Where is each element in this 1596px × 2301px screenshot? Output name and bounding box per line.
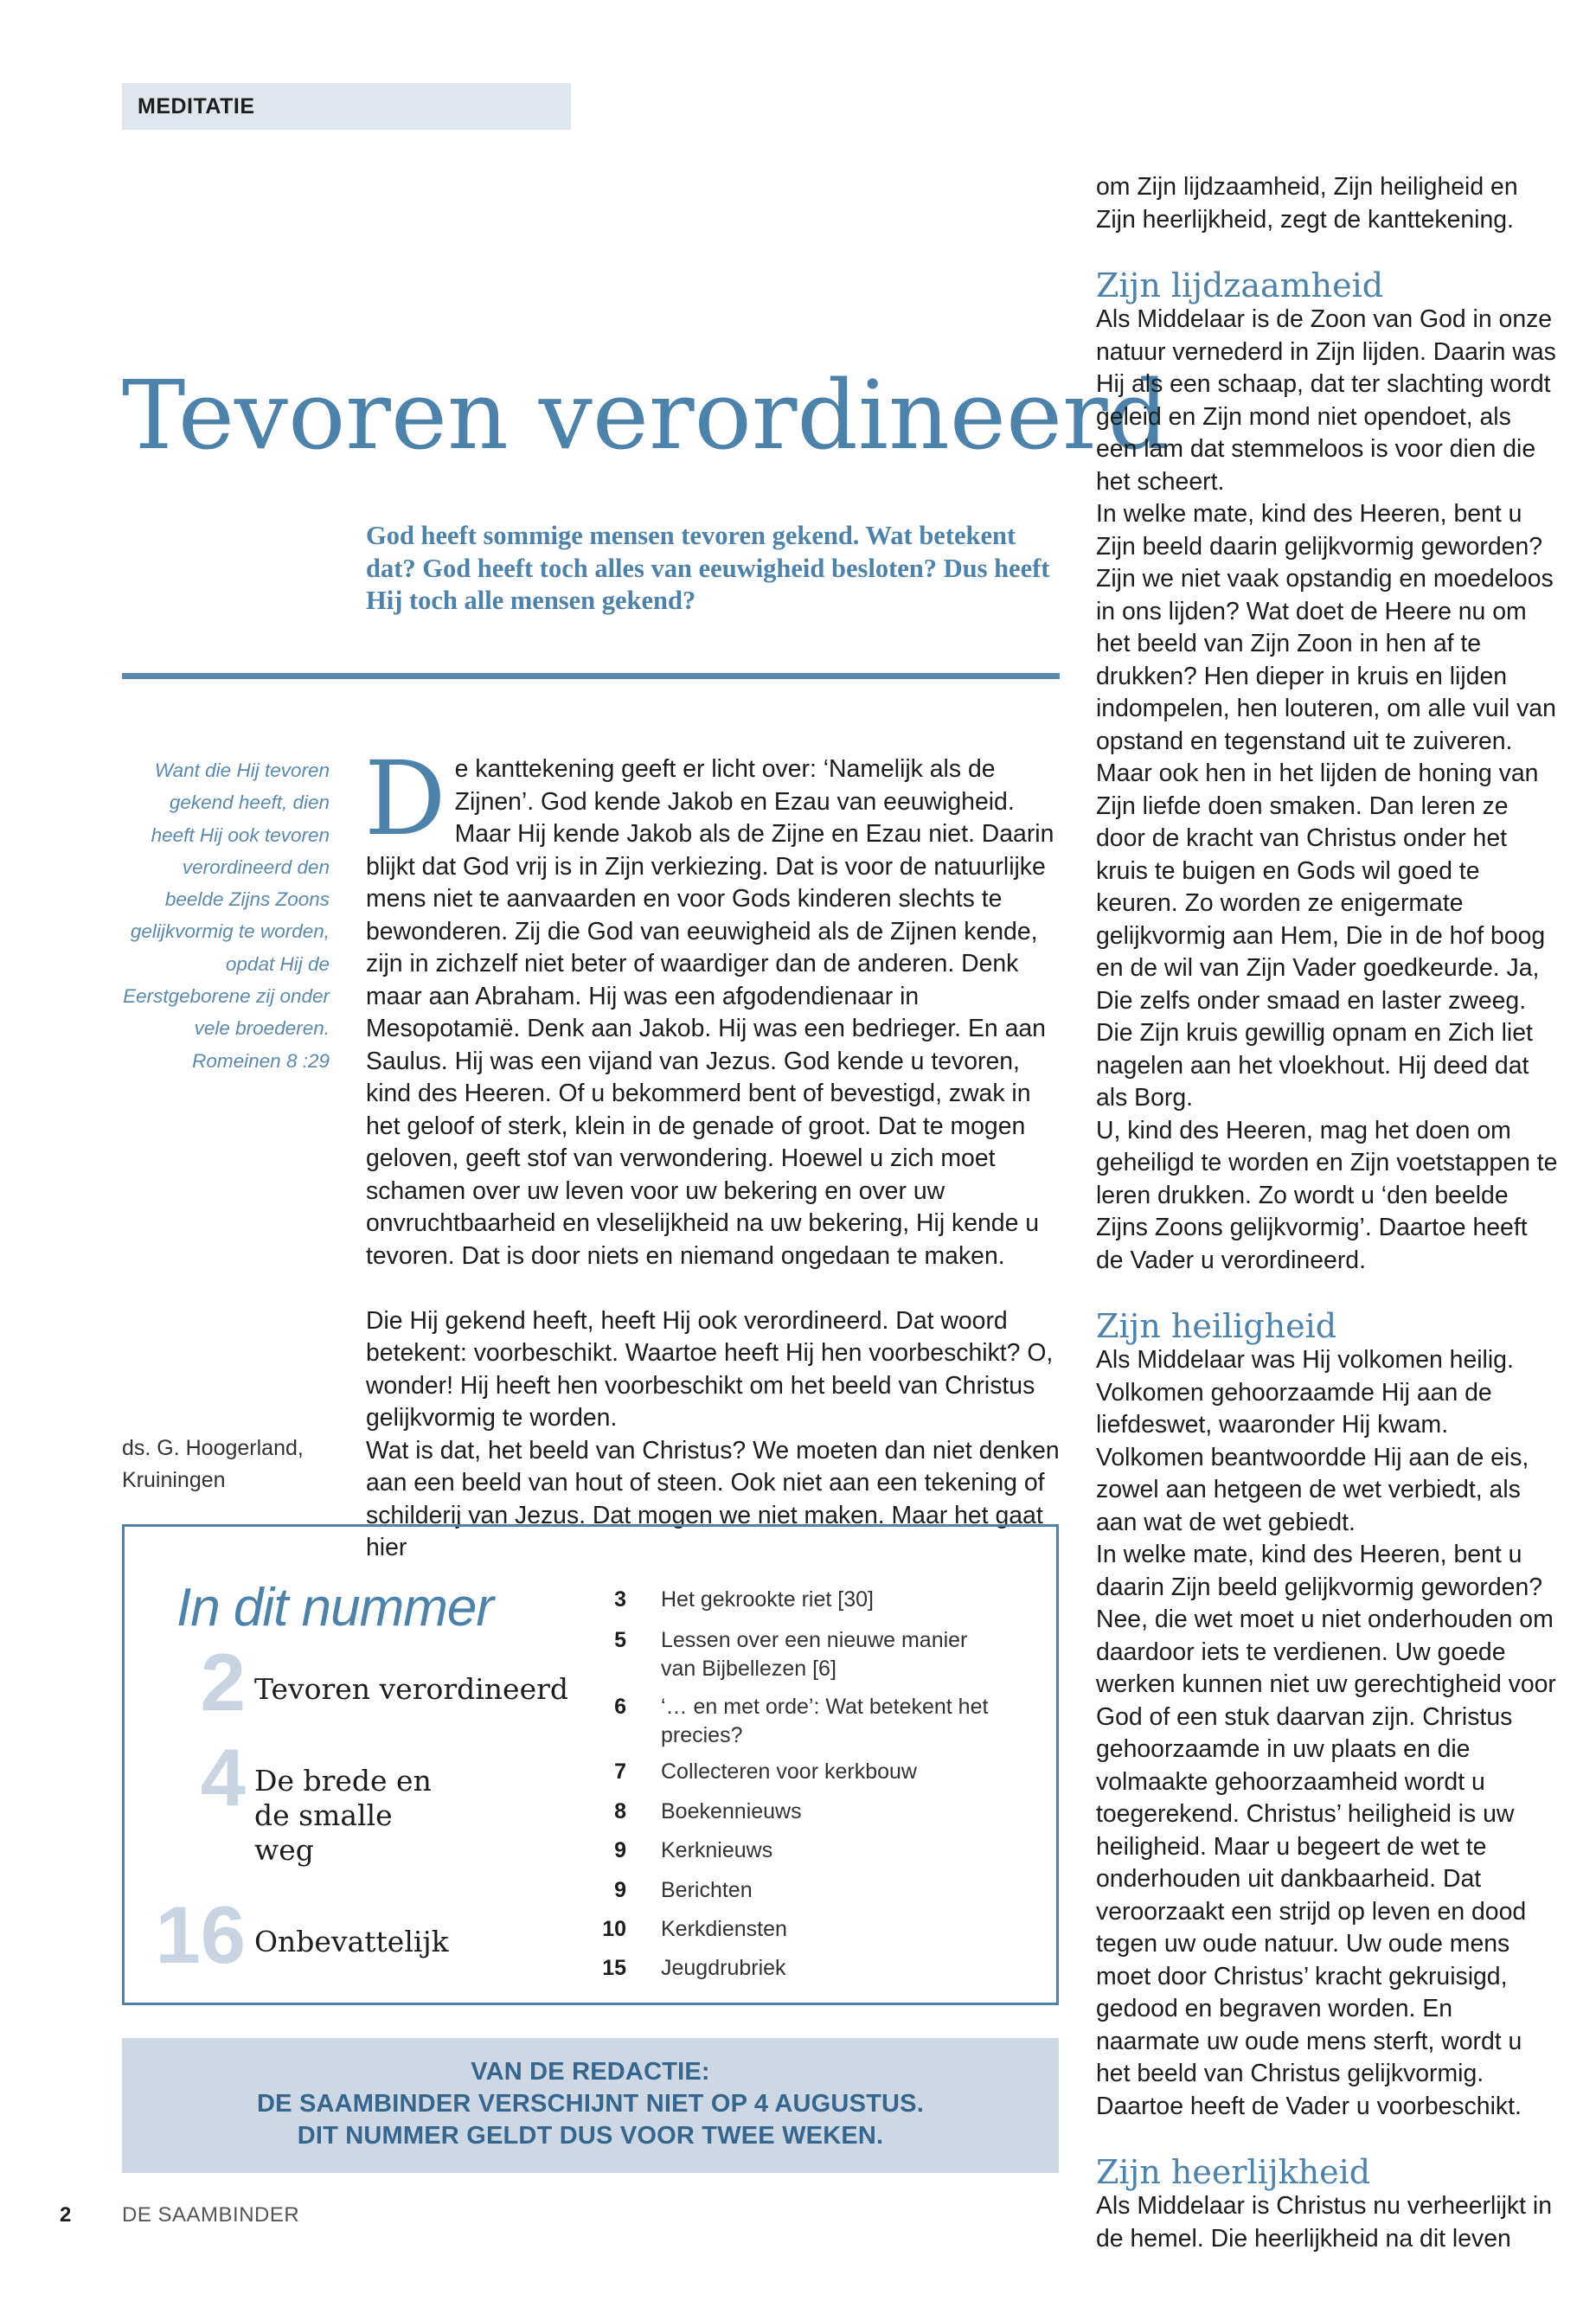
article-body <box>364 739 1062 1565</box>
lead-divider <box>122 673 1060 679</box>
section-label: MEDITATIE <box>122 83 571 130</box>
body-paragraph: Die Hij gekend heeft, heeft Hij ook verordineerd. Dat woord betekent: voorbeschikt. Waartoe heeft Hij hen voorbeschikt? O, wonder! Hij heeft hen voorbeschikt om het beeld van Christus gelijkvormig te worden. <box>366 1306 1054 1432</box>
lead-paragraph: God heeft sommige mensen tevoren gekend. Wat betekent dat? God heeft toch alles van eeuwigheid besloten? Dus heeft Hij toch alle mensen gekend? <box>366 521 1050 615</box>
toc-item-page: 7 <box>614 1759 626 1784</box>
toc-featured-title[interactable]: Tevoren verordineerd <box>254 1672 569 1706</box>
toc-item-page: 5 <box>614 1628 626 1652</box>
editorial-notice <box>122 2038 1059 2173</box>
author-credit <box>122 1433 338 1497</box>
body-paragraph-text: e kanttekening geeft er licht over: ‘Namelijk als de Zijnen’. God kende Jakob en Ezau van eeuwigheid. Maar Hij kende Jakob als de Zijne en Ezau niet. Daarin blijkt dat God vrij is in Zijn verkiezing. Dat is voor de natuurlijke mens niet te aanvaarden en voor Gods kinderen slechts te bewonderen. Zij die God van eeuwigheid als de Zijnen kende, zijn in zichzelf niet beter of waardiger dan de anderen. Denk maar aan Abraham. Hij was een afgodendienaar in Mesopotamië. Denk aan Jakob. Hij was een bedrieger. En aan Saulus. Hij was een vijand van Jezus. God kende u tevoren, kind des Heeren. Of u bekommerd bent of bevestigd, zwak in het geloof of sterk, klein in de genade of groot. Dat te mogen geloven, geeft stof van verwondering. Hoewel u zich moet schamen over uw leven voor uw bekering en over uw onvruchtbaarheid en vleselijkheid na uw bekering, Hij kende u tevoren. Dat is door niets en niemand ongedaan te maken. <box>366 755 1054 1270</box>
body-paragraph: U, kind des Heeren, mag het doen om geheiligd te worden en Zijn voetstappen te leren drukken. Zo wordt u ‘den beelde Zijns Zoons gelijkvormig’. Daartoe heeft de Vader u verordineerd. <box>1096 1116 1558 1274</box>
toc-item-title[interactable]: Kerknieuws <box>661 1838 773 1862</box>
subheading: Zijn lijdzaamheid <box>1096 266 1384 304</box>
toc-featured-page: 16 <box>155 1889 246 1980</box>
toc-item-page: 6 <box>614 1695 626 1719</box>
toc-item-page: 9 <box>614 1838 626 1862</box>
page-number: 2 <box>60 2203 72 2227</box>
toc-featured-title[interactable]: Onbevattelijk <box>254 1925 449 1958</box>
author-place: Kruiningen <box>122 1468 226 1492</box>
toc-item-title[interactable]: Kerkdiensten <box>661 1917 787 1941</box>
page-title: Tevoren verordineerd <box>122 360 1170 471</box>
toc-item-title[interactable]: Het gekrookte riet [30] <box>661 1587 874 1612</box>
drop-cap: D <box>364 739 446 858</box>
toc-featured-page: 2 <box>200 1637 246 1727</box>
subheading: Zijn heiligheid <box>1096 1307 1337 1345</box>
publication-name: DE SAAMBINDER <box>122 2203 300 2227</box>
body-paragraph: Als Middelaar was Hij volkomen heilig. Volkomen gehoorzaamde Hij aan de liefdeswet, waaronder Hij kwam. Volkomen beantwoordde Hij aan de eis, zowel aan hetgeen de wet verbiedt, als aan wat de wet gebiedt. <box>1096 1346 1529 1536</box>
bible-quote <box>122 754 330 1077</box>
body-paragraph: In welke mate, kind des Heeren, bent u Zijn beeld daarin gelijkvormig geworden? Zijn we niet vaak opstandig en moedeloos in ons lijden? Wat doet de Heere nu om het beeld van Zijn Zoon in hen af te drukken? Hen dieper in kruis en lijden indompelen, hen louteren, om alle vuil van opstand en tegenstand uit te zuiveren. Maar ook hen in het lijden de honing van Zijn liefde doen smaken. Dan leren ze door de kracht van Christus onder het kruis te buigen en Gods wil goed te keuren. Zo worden ze enigermate gelijkvormig aan Hem, Die in de hof boog en de wil van Zijn Vader goedkeurde. Ja, Die zelfs onder smaad en laster zweeg. Die Zijn kruis gewillig opnam en Zich liet nagelen aan het vloekhout. Hij deed dat als Borg. <box>1096 500 1556 1112</box>
subheading: Zijn heerlijkheid <box>1096 2153 1371 2191</box>
toc-item-title[interactable]: ‘… en met orde’: Wat betekent het precies? <box>661 1695 989 1747</box>
toc-item-title[interactable]: Berichten <box>661 1878 753 1902</box>
toc-item-page: 8 <box>614 1799 626 1823</box>
toc-item-title[interactable]: Lessen over een nieuwe manier van Bijbellezen [6] <box>661 1628 968 1681</box>
toc-featured-title[interactable]: De brede en de smalle weg <box>254 1764 432 1867</box>
toc-item-page: 10 <box>602 1917 626 1941</box>
body-paragraph: om Zijn lijdzaamheid, Zijn heiligheid en Zijn heerlijkheid, zegt de kanttekening. <box>1096 173 1518 234</box>
notice-line: DIT NUMMER GELDT DUS VOOR TWEE WEKEN. <box>297 2122 884 2150</box>
toc-item-title[interactable]: Jeugdrubriek <box>661 1956 786 1980</box>
body-paragraph <box>364 739 1062 1272</box>
body-paragraph: Wat is dat, het beeld van Christus? We moeten dan niet denken aan een beeld van hout of steen. Ook niet aan een tekening of schilderij van Jezus. Dat mogen we niet maken. Maar het gaat hier <box>366 1436 1060 1561</box>
quote-reference: Romeinen 8 :29 <box>192 1049 330 1072</box>
toc-item-page: 3 <box>614 1587 626 1612</box>
body-paragraph: Als Middelaar is Christus nu verheerlijkt in de hemel. Die heerlijkheid na dit leven <box>1096 2192 1553 2253</box>
right-column <box>1096 171 1559 2255</box>
quote-text: Want die Hij tevoren gekend heeft, dien heeft Hij ook tevoren verordineerd den beelde Zijns Zoons gelijkvormig te worden, opdat Hij de Eerstgeborene zij onder vele broederen. <box>123 760 330 1040</box>
author-name: ds. G. Hoogerland, <box>122 1436 304 1460</box>
notice-line: DE SAAMBINDER VERSCHIJNT NIET OP 4 AUGUSTUS. <box>257 2090 924 2118</box>
notice-line: VAN DE REDACTIE: <box>471 2058 710 2086</box>
toc-item-page: 9 <box>614 1878 626 1902</box>
toc-item-title[interactable]: Boekennieuws <box>661 1799 802 1823</box>
toc-heading: In dit nummer <box>176 1578 494 1638</box>
table-of-contents <box>122 1524 1059 2005</box>
body-paragraph: In welke mate, kind des Heeren, bent u daarin Zijn beeld gelijkvormig geworden? Nee, die wet moet u niet onderhouden om daardoor iets te verdienen. Uw goede werken kunnen niet uw gerechtigheid voor God of een stuk daarvan zijn. Christus gehoorzaamde in uw plaats en die volmaakte gehoorzaamheid wordt u toegerekend. Christus’ heiligheid is uw heiligheid. Maar u begeert de wet te onderhouden uit dankbaarheid. Dat veroorzaakt een strijd op leven en dood tegen uw oude natuur. Uw oude mens moet door Christus’ kracht gekruisigd, gedood en begraven worden. En naarmate uw oude mens sterft, wordt u het beeld van Christus gelijkvormig. Daartoe heeft de Vader u voorbeschikt. <box>1096 1541 1556 2120</box>
toc-item-title[interactable]: Collecteren voor kerkbouw <box>661 1759 917 1784</box>
toc-featured-page: 4 <box>200 1732 246 1823</box>
body-paragraph: Als Middelaar is de Zoon van God in onze natuur vernederd in Zijn lijden. Daarin was Hij als een schaap, dat ter slachting wordt geleid en Zijn mond niet opendoet, als een lam dat stemmeloos is voor dien die het scheert. <box>1096 305 1556 496</box>
toc-item-page: 15 <box>602 1956 626 1980</box>
